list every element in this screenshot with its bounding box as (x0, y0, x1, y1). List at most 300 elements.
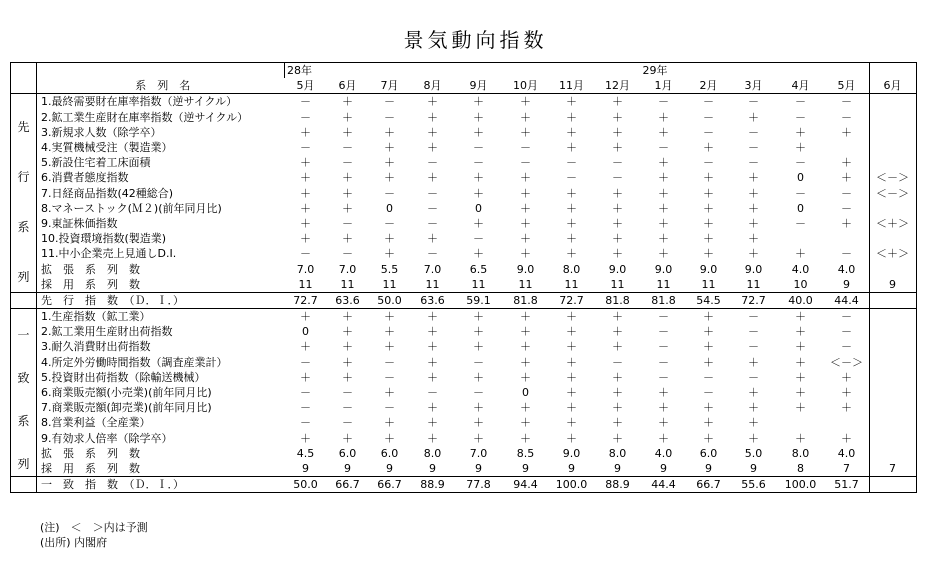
coincident-cell: － (300, 416, 311, 430)
leading-cell: － (795, 186, 806, 200)
coincident-cell: ＋ (427, 355, 438, 369)
coincident-expand-value: 6.0 (380, 446, 399, 460)
leading-cell: － (748, 141, 759, 155)
coincident-index-value: 77.8 (455, 477, 503, 493)
leading-cell: ＋ (411, 94, 455, 110)
coincident-last-cell (869, 324, 916, 339)
leading-adopt-value: 11 (701, 277, 716, 291)
leading-cell: ＋ (658, 186, 669, 200)
leading-cell: ＋ (473, 110, 484, 124)
coincident-cell: ＋ (795, 386, 806, 400)
leading-cell: ＋ (748, 110, 759, 124)
coincident-cell: － (703, 370, 714, 384)
leading-cell: ＋ (566, 201, 577, 215)
leading-cell: ＋ (520, 186, 531, 200)
leading-cell: ＋ (549, 94, 595, 110)
leading-index-value: 81.8 (503, 292, 549, 308)
coincident-cell: ＋ (520, 370, 531, 384)
coincident-last-cell (869, 400, 916, 415)
coincident-cell: ＋ (520, 416, 531, 430)
leading-index-value: 44.4 (825, 292, 870, 308)
leading-cell: － (825, 94, 870, 110)
leading-cell: ＋ (748, 247, 759, 261)
leading-last-cell (869, 94, 916, 110)
coincident-cell (777, 415, 825, 430)
leading-index-value: 54.5 (687, 292, 731, 308)
coincident-cell: － (612, 355, 623, 369)
coincident-expand-value: 6.0 (699, 446, 718, 460)
coincident-cell: － (841, 340, 852, 354)
coincident-adopt-value: 9 (344, 461, 351, 475)
leading-cell: ＋ (427, 125, 438, 139)
leading-section-char: 先 (17, 119, 30, 134)
leading-cell: ＋ (520, 201, 531, 215)
leading-section-char: 列 (17, 269, 30, 284)
leading-series-name: 10.投資環境指数(製造業) (37, 231, 285, 246)
coincident-cell: ＋ (612, 386, 623, 400)
coincident-cell: ＋ (520, 431, 531, 445)
coincident-cell: ＋ (427, 431, 438, 445)
coincident-cell: － (658, 340, 669, 354)
leading-cell: － (795, 216, 806, 230)
coincident-cell: － (658, 370, 669, 384)
header-year-blank (595, 63, 641, 79)
leading-series-name: 5.新設住宅着工床面積 (37, 155, 285, 170)
leading-cell: ＋ (612, 201, 623, 215)
coincident-section-char: 列 (17, 457, 30, 472)
coincident-expand-last (869, 446, 916, 461)
leading-cell: ＋ (300, 232, 311, 246)
coincident-cell: ＋ (795, 370, 806, 384)
coincident-cell: ＋ (703, 340, 714, 354)
coincident-series-name: 4.所定外労働時間指数（調査産業計） (37, 355, 285, 370)
leading-cell: ＋ (658, 171, 669, 185)
leading-adopt-value: 11 (382, 277, 397, 291)
coincident-cell: ＋ (473, 340, 484, 354)
business-conditions-table (10, 62, 917, 493)
leading-cell: ＋ (841, 156, 852, 170)
leading-cell: ＋ (612, 232, 623, 246)
coincident-section-char: 致 (17, 371, 30, 386)
leading-cell: ＋ (300, 171, 311, 185)
leading-expand-value: 4.0 (791, 262, 810, 276)
leading-expand-value: 9.0 (516, 262, 535, 276)
coincident-cell: － (473, 386, 484, 400)
leading-cell: － (731, 94, 777, 110)
leading-cell: － (427, 186, 438, 200)
coincident-cell: ＋ (612, 325, 623, 339)
leading-cell: ＋ (612, 110, 623, 124)
leading-expand-value: 7.0 (423, 262, 442, 276)
coincident-expand-label: 拡 張 系 列 数 (37, 446, 285, 461)
leading-cell: ＋ (300, 125, 311, 139)
header-year-28: 28年 (285, 63, 327, 79)
leading-cell: ＋ (384, 232, 395, 246)
header-year-blank (503, 63, 549, 79)
coincident-cell: － (473, 355, 484, 369)
leading-cell: ＋ (342, 125, 353, 139)
coincident-section-label (11, 309, 37, 477)
coincident-cell: － (641, 309, 687, 325)
leading-cell: － (658, 141, 669, 155)
coincident-adopt-value: 9 (568, 461, 575, 475)
coincident-series-name: 7.商業販売額(卸売業)(前年同月比) (37, 400, 285, 415)
coincident-cell: ＋ (612, 401, 623, 415)
coincident-cell: ＋ (384, 431, 395, 445)
coincident-cell: ＋ (795, 355, 806, 369)
leading-expand-value: 9.0 (654, 262, 673, 276)
leading-cell: ＋ (612, 141, 623, 155)
coincident-adopt-label: 採 用 系 列 数 (37, 461, 285, 477)
leading-cell: － (841, 110, 852, 124)
coincident-cell: ＋ (703, 355, 714, 369)
leading-adopt-value: 11 (610, 277, 625, 291)
header-month: 4月 (777, 78, 825, 94)
leading-adopt-value: 11 (746, 277, 761, 291)
header-year-blank (825, 63, 870, 79)
leading-cell: ＋ (455, 94, 503, 110)
leading-cell: － (342, 247, 353, 261)
leading-cell: ＋ (566, 141, 577, 155)
coincident-cell: ＋ (566, 431, 577, 445)
coincident-cell: ＋ (795, 401, 806, 415)
leading-cell: － (342, 141, 353, 155)
leading-cell: ＋ (703, 141, 714, 155)
coincident-cell: ＋ (703, 416, 714, 430)
leading-cell: ＋ (473, 216, 484, 230)
leading-cell: ＋ (566, 110, 577, 124)
leading-cell: ＋ (748, 201, 759, 215)
leading-cell: － (300, 110, 311, 124)
leading-cell: ＋ (473, 171, 484, 185)
coincident-cell: ＋ (549, 309, 595, 325)
leading-series-name: 1.最終需要財在庫率指数（逆サイクル） (37, 94, 285, 110)
leading-cell: ＋ (658, 125, 669, 139)
leading-cell: － (566, 171, 577, 185)
coincident-cell: － (731, 309, 777, 325)
coincident-section-char: 一 (17, 328, 30, 343)
leading-cell: ＋ (658, 201, 669, 215)
leading-section-char: 系 (17, 219, 30, 234)
leading-last-cell: ＜－＞ (869, 170, 916, 185)
leading-cell: ＋ (342, 232, 353, 246)
leading-cell: ＋ (795, 247, 806, 261)
leading-cell: ＋ (520, 232, 531, 246)
coincident-section-char: 系 (17, 414, 30, 429)
leading-cell: ＋ (841, 216, 852, 230)
leading-last-cell: ＜－＞ (869, 186, 916, 201)
coincident-cell: ＋ (384, 340, 395, 354)
leading-cell: ＋ (658, 232, 669, 246)
coincident-adopt-value: 9 (705, 461, 712, 475)
header-section-blank (11, 63, 37, 94)
leading-cell: － (427, 201, 438, 215)
leading-series-name: 6.消費者態度指数 (37, 170, 285, 185)
leading-adopt-value: 11 (564, 277, 579, 291)
coincident-cell: ＋ (795, 340, 806, 354)
coincident-cell: － (300, 401, 311, 415)
coincident-cell: ＋ (285, 309, 327, 325)
coincident-cell: ＋ (795, 431, 806, 445)
coincident-cell: ＋ (342, 325, 353, 339)
leading-index-value: 40.0 (777, 292, 825, 308)
leading-series-name: 2.鉱工業生産財在庫率指数（逆サイクル） (37, 110, 285, 125)
coincident-cell: ＋ (658, 431, 669, 445)
leading-index-last (869, 292, 916, 308)
coincident-index-blank (11, 477, 37, 493)
leading-cell: － (384, 186, 395, 200)
coincident-expand-value: 4.0 (837, 446, 856, 460)
coincident-cell: － (300, 355, 311, 369)
leading-index-value: 50.0 (369, 292, 411, 308)
leading-cell: ＋ (748, 186, 759, 200)
leading-cell: － (473, 156, 484, 170)
coincident-expand-value: 6.0 (338, 446, 357, 460)
leading-expand-label: 拡 張 系 列 数 (37, 261, 285, 276)
leading-index-value: 63.6 (327, 292, 369, 308)
coincident-cell: ＋ (841, 370, 852, 384)
coincident-cell: 0 (522, 386, 529, 400)
leading-cell (777, 231, 825, 246)
coincident-index-value: 44.4 (641, 477, 687, 493)
header-month: 10月 (503, 78, 549, 94)
coincident-index-label: 一 致 指 数 （Ｄ．Ｉ．） (37, 477, 285, 493)
leading-cell (825, 231, 870, 246)
coincident-cell: ＋ (327, 309, 369, 325)
coincident-index-value: 50.0 (285, 477, 327, 493)
coincident-cell: ＋ (748, 355, 759, 369)
leading-cell: ＋ (503, 94, 549, 110)
coincident-cell: ＋ (473, 416, 484, 430)
coincident-cell: － (748, 325, 759, 339)
leading-cell: ＋ (342, 201, 353, 215)
coincident-cell: － (658, 355, 669, 369)
coincident-cell: ＋ (703, 431, 714, 445)
leading-cell: － (369, 94, 411, 110)
leading-cell: － (841, 201, 852, 215)
coincident-expand-value: 5.0 (744, 446, 763, 460)
note-source: (出所) 内閣府 (40, 536, 108, 549)
coincident-cell: ＋ (473, 431, 484, 445)
coincident-expand-value: 8.0 (791, 446, 810, 460)
leading-cell: － (703, 110, 714, 124)
leading-cell: ＋ (595, 94, 641, 110)
leading-cell: ＋ (703, 201, 714, 215)
coincident-cell: ＋ (427, 340, 438, 354)
header-last-blank: 6月 (869, 63, 916, 94)
coincident-cell: － (342, 401, 353, 415)
leading-expand-value: 4.0 (837, 262, 856, 276)
header-series-label: 系 列 名 (37, 78, 285, 94)
leading-cell: ＋ (520, 110, 531, 124)
leading-cell: － (342, 216, 353, 230)
coincident-cell: ＋ (300, 370, 311, 384)
leading-last-cell (869, 231, 916, 246)
leading-cell: 0 (797, 201, 804, 215)
header-month: 8月 (411, 78, 455, 94)
coincident-last-cell (869, 339, 916, 354)
coincident-cell: ＋ (612, 340, 623, 354)
coincident-cell: ＋ (369, 309, 411, 325)
leading-last-cell (869, 201, 916, 216)
leading-cell: ＋ (520, 171, 531, 185)
coincident-cell: ＋ (342, 355, 353, 369)
leading-series-name: 4.実質機械受注（製造業） (37, 140, 285, 155)
coincident-cell: ＋ (473, 325, 484, 339)
leading-cell: － (795, 110, 806, 124)
leading-cell: － (473, 232, 484, 246)
leading-cell: ＋ (612, 186, 623, 200)
coincident-index-value: 100.0 (549, 477, 595, 493)
leading-index-value: 72.7 (549, 292, 595, 308)
coincident-cell: ＋ (687, 309, 731, 325)
leading-cell: ＋ (703, 232, 714, 246)
header-month: 5月 (285, 78, 327, 94)
coincident-cell: ＋ (384, 386, 395, 400)
coincident-adopt-value: 7 (843, 461, 850, 475)
leading-cell: ＋ (520, 216, 531, 230)
coincident-expand-value: 4.5 (296, 446, 315, 460)
leading-cell: － (795, 156, 806, 170)
coincident-cell: － (748, 340, 759, 354)
leading-cell: － (841, 247, 852, 261)
header-series-blank (37, 63, 285, 79)
coincident-index-value: 66.7 (687, 477, 731, 493)
coincident-cell: ＋ (612, 431, 623, 445)
header-year-29: 29年 (641, 63, 687, 79)
coincident-index-value: 66.7 (327, 477, 369, 493)
coincident-index-value: 100.0 (777, 477, 825, 493)
leading-expand-value: 9.0 (699, 262, 718, 276)
coincident-index-value: 55.6 (731, 477, 777, 493)
coincident-cell: ＋ (520, 340, 531, 354)
coincident-index-value: 66.7 (369, 477, 411, 493)
leading-cell: ＋ (703, 247, 714, 261)
coincident-adopt-value: 9 (522, 461, 529, 475)
leading-cell: － (520, 156, 531, 170)
leading-cell: ＋ (612, 216, 623, 230)
leading-cell: ＋ (384, 171, 395, 185)
leading-expand-value: 9.0 (744, 262, 763, 276)
coincident-cell: ＋ (566, 401, 577, 415)
leading-cell: ＋ (473, 247, 484, 261)
coincident-index-last (869, 477, 916, 493)
leading-cell: ＋ (473, 125, 484, 139)
leading-section-label (11, 94, 37, 292)
leading-cell: － (687, 94, 731, 110)
coincident-cell: ＋ (841, 386, 852, 400)
leading-last-cell (869, 110, 916, 125)
leading-last-cell (869, 140, 916, 155)
coincident-cell: ＋ (411, 309, 455, 325)
coincident-series-name: 3.耐久消費財出荷指数 (37, 339, 285, 354)
leading-adopt-value: 11 (656, 277, 671, 291)
coincident-cell: ＋ (703, 325, 714, 339)
coincident-adopt-value: 9 (614, 461, 621, 475)
coincident-expand-value: 7.0 (469, 446, 488, 460)
leading-index-value: 81.8 (595, 292, 641, 308)
header-month: 2月 (687, 78, 731, 94)
coincident-last-cell (869, 309, 916, 325)
leading-cell: － (612, 156, 623, 170)
header-year-blank (455, 63, 503, 79)
leading-last-cell (869, 125, 916, 140)
leading-adopt-value: 9 (843, 277, 850, 291)
leading-adopt-value: 10 (793, 277, 808, 291)
coincident-cell: ＋ (748, 401, 759, 415)
coincident-cell: － (342, 416, 353, 430)
coincident-cell: ＋ (658, 401, 669, 415)
header-month: 9月 (455, 78, 503, 94)
leading-cell: ＋ (384, 247, 395, 261)
coincident-series-name: 2.鉱工業用生産財出荷指数 (37, 324, 285, 339)
coincident-cell: ＋ (342, 431, 353, 445)
leading-last-cell: ＜＋＞ (869, 216, 916, 231)
leading-cell: ＋ (658, 156, 669, 170)
leading-adopt-value: 11 (340, 277, 355, 291)
coincident-cell: ＋ (300, 431, 311, 445)
leading-cell (825, 140, 870, 155)
coincident-cell: － (384, 370, 395, 384)
leading-cell: ＋ (384, 156, 395, 170)
leading-cell: ＋ (748, 232, 759, 246)
coincident-cell: ＋ (612, 370, 623, 384)
leading-cell: － (777, 94, 825, 110)
coincident-expand-value: 8.0 (608, 446, 627, 460)
coincident-cell: ＋ (342, 340, 353, 354)
leading-cell: － (641, 94, 687, 110)
coincident-cell: ＋ (748, 416, 759, 430)
leading-expand-value: 9.0 (608, 262, 627, 276)
leading-cell: － (384, 110, 395, 124)
coincident-adopt-value: 8 (797, 461, 804, 475)
coincident-cell: ＋ (455, 309, 503, 325)
leading-cell: ＋ (300, 216, 311, 230)
leading-cell: － (384, 216, 395, 230)
leading-cell: － (427, 247, 438, 261)
leading-cell: － (427, 216, 438, 230)
coincident-cell: － (427, 386, 438, 400)
header-month: 3月 (731, 78, 777, 94)
header-year-blank (731, 63, 777, 79)
coincident-last-cell (869, 370, 916, 385)
coincident-cell: － (841, 325, 852, 339)
leading-cell: ＋ (748, 171, 759, 185)
leading-index-value: 81.8 (641, 292, 687, 308)
coincident-adopt-value: 9 (302, 461, 309, 475)
leading-cell: ＋ (795, 141, 806, 155)
leading-index-value: 59.1 (455, 292, 503, 308)
coincident-index-value: 94.4 (503, 477, 549, 493)
notes (40, 520, 148, 550)
coincident-cell: ＋ (520, 401, 531, 415)
coincident-cell: ＋ (566, 370, 577, 384)
leading-cell: ＋ (342, 171, 353, 185)
coincident-cell: ＋ (777, 309, 825, 325)
leading-expand-value: 7.0 (296, 262, 315, 276)
leading-series-name: 11.中小企業売上見通しD.I. (37, 246, 285, 261)
header-month: 11月 (549, 78, 595, 94)
header-month: 6月 (327, 78, 369, 94)
coincident-cell: ＋ (795, 325, 806, 339)
coincident-index-value: 51.7 (825, 477, 870, 493)
leading-cell: － (748, 156, 759, 170)
coincident-adopt-value: 9 (660, 461, 667, 475)
leading-expand-value: 7.0 (338, 262, 357, 276)
leading-cell: ＋ (520, 247, 531, 261)
leading-cell: ＋ (658, 247, 669, 261)
leading-cell: ＋ (703, 216, 714, 230)
